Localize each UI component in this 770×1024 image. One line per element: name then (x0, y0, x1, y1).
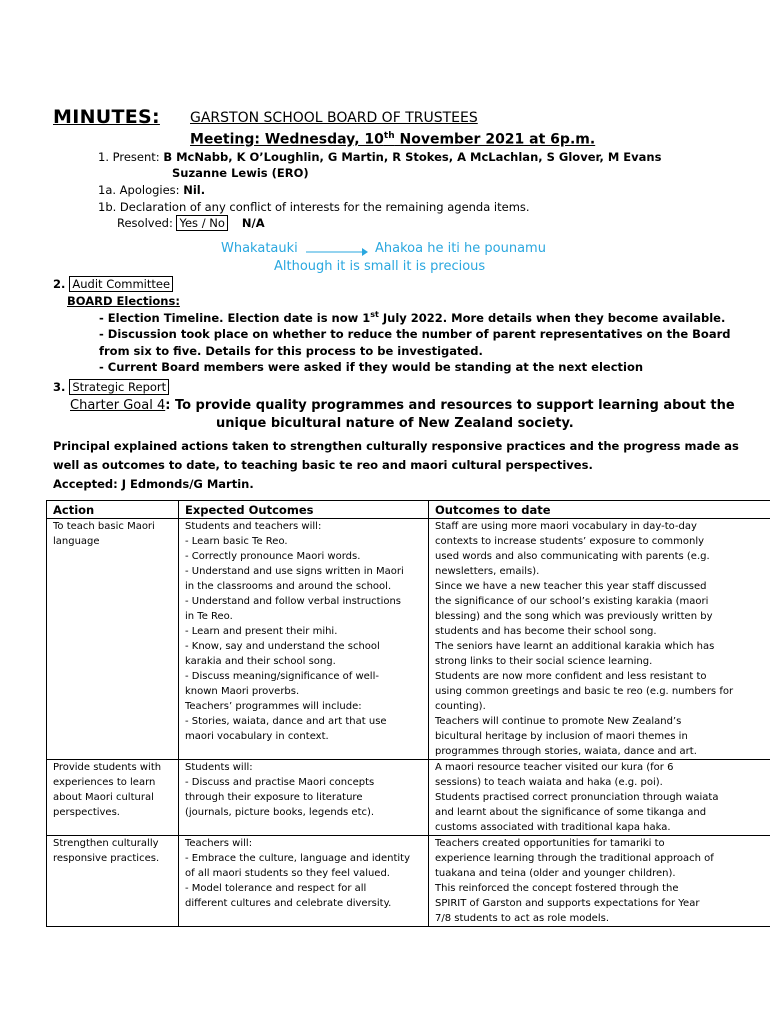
meeting-date: Meeting: Wednesday, 10th November 2021 at 6p.m. (190, 131, 596, 148)
cell-line: contexts to increase students’ exposure to commonly (435, 536, 705, 547)
cell-line: To teach basic Maori (53, 521, 155, 532)
cell-line: Students will: (185, 762, 253, 773)
cell-line: The seniors have learnt an additional karakia which has (435, 641, 715, 652)
table-row (47, 760, 770, 836)
resolved-box: Yes / No (176, 215, 227, 231)
conflict-line: 1b. Declaration of any conflict of interests for the remaining agenda items. (98, 200, 530, 214)
whakatauki-maori: Ahakoa he iti he pounamu (375, 241, 546, 256)
expected-outcomes-cell (179, 519, 429, 760)
cell-line: 7/8 students to act as role models. (435, 913, 609, 924)
expected-outcomes-cell (179, 760, 429, 836)
cell-line: - Embrace the culture, language and identity (185, 853, 411, 864)
outcomes-table (46, 500, 770, 927)
cell-line: perspectives. (53, 807, 120, 818)
cell-line: responsive practices. (53, 853, 160, 864)
accepted-line: Accepted: J Edmonds/G Martin. (53, 477, 254, 491)
cell-line: (journals, picture books, legends etc). (185, 807, 375, 818)
cell-line: different cultures and celebrate diversity. (185, 898, 392, 909)
audit-bullet-2: - Discussion took place on whether to reduce the number of parent representatives on the Board (99, 327, 731, 341)
cell-line: programmes through stories, waiata, dance and art. (435, 746, 697, 757)
cell-line: Strengthen culturally (53, 838, 159, 849)
cell-line: newsletters, emails). (435, 566, 540, 577)
audit-bullet-2-cont: from six to five. Details for this process to be investigated. (99, 344, 483, 358)
cell-line: - Discuss and practise Maori concepts (185, 777, 375, 788)
audit-bullet-3: - Current Board members were asked if they would be standing at the next election (99, 360, 644, 374)
cell-line: Students practised correct pronunciation through waiata (435, 792, 719, 803)
cell-line: and learnt about the significance of some tikanga and (435, 807, 707, 818)
cell-line: bicultural heritage by inclusion of maori themes in (435, 731, 688, 742)
cell-line: of all maori students so they feel valued. (185, 868, 390, 879)
outcomes-to-date-cell (429, 760, 770, 836)
header-action: Action (47, 501, 179, 519)
cell-line: in the classrooms and around the school. (185, 581, 392, 592)
cell-line: - Stories, waiata, dance and art that use (185, 716, 387, 727)
cell-line: - Model tolerance and respect for all (185, 883, 367, 894)
cell-line: language (53, 536, 100, 547)
cell-line: - Understand and follow verbal instructions (185, 596, 402, 607)
minutes-title: MINUTES: (53, 106, 160, 128)
strategic-heading: 3. Strategic Report (53, 380, 169, 394)
cell-line: Staff are using more maori vocabulary in day-to-day (435, 521, 697, 532)
cell-line: Teachers’ programmes will include: (185, 701, 362, 712)
header-expected-outcomes: Expected Outcomes (179, 501, 429, 519)
cell-line: - Learn and present their mihi. (185, 626, 338, 637)
cell-line: in Te Reo. (185, 611, 233, 622)
expected-outcomes-cell (179, 836, 429, 927)
cell-line: about Maori cultural (53, 792, 154, 803)
cell-line: Teachers created opportunities for tamariki to (435, 838, 665, 849)
cell-line: Since we have a new teacher this year staff discussed (435, 581, 707, 592)
cell-line: Teachers will: (185, 838, 253, 849)
cell-line: experiences to learn (53, 777, 156, 788)
apologies-line: 1a. Apologies: Nil. (98, 183, 206, 197)
cell-line: blessing) and the song which was previously written by (435, 611, 713, 622)
charter-goal-line: Charter Goal 4: To provide quality programmes and resources to support learning about the (70, 398, 735, 413)
cell-line: Teachers will continue to promote New Zealand’s (435, 716, 682, 727)
cell-line: sessions) to teach waiata and haka (e.g. poi). (435, 777, 663, 788)
whakatauki-english: Although it is small it is precious (274, 259, 486, 274)
cell-line: strong links to their social science learning. (435, 656, 653, 667)
cell-line: customs associated with traditional kapa haka. (435, 822, 671, 833)
cell-line: Students and teachers will: (185, 521, 322, 532)
audit-heading: 2. Audit Committee (53, 277, 173, 291)
table-row (47, 836, 770, 927)
header-outcomes-to-date: Outcomes to date (429, 501, 770, 519)
outcomes-to-date-cell (429, 836, 770, 927)
principal-paragraph-2: well as outcomes to date, to teaching basic te reo and maori cultural perspectives. (53, 458, 593, 472)
cell-line: experience learning through the traditional approach of (435, 853, 714, 864)
audit-bullet-1: - Election Timeline. Election date is now 1st July 2022. More details when they become available. (99, 310, 726, 325)
cell-line: This reinforced the concept fostered through the (435, 883, 679, 894)
charter-goal-line-2: unique bicultural nature of New Zealand society. (216, 416, 574, 431)
cell-line: maori vocabulary in context. (185, 731, 329, 742)
cell-line: SPIRIT of Garston and supports expectations for Year (435, 898, 700, 909)
outcomes-to-date-cell (429, 519, 770, 760)
cell-line: Students are now more confident and less resistant to (435, 671, 707, 682)
cell-line: - Discuss meaning/significance of well- (185, 671, 379, 682)
cell-line: the significance of our school’s existing karakia (maori (435, 596, 709, 607)
table-header-row (47, 501, 770, 519)
cell-line: A maori resource teacher visited our kura (for 6 (435, 762, 674, 773)
cell-line: counting). (435, 701, 486, 712)
cell-line: used words and also communicating with parents (e.g. (435, 551, 710, 562)
action-cell (47, 519, 179, 760)
principal-paragraph-1: Principal explained actions taken to strengthen culturally responsive practices and the progress made as (53, 439, 739, 453)
whakatauki-label: Whakatauki (221, 241, 298, 256)
cell-line: karakia and their school song. (185, 656, 336, 667)
table-row (47, 519, 770, 760)
cell-line: - Know, say and understand the school (185, 641, 380, 652)
cell-line: tuakana and teina (older and younger children). (435, 868, 676, 879)
school-title: GARSTON SCHOOL BOARD OF TRUSTEES (190, 110, 478, 126)
present-line: 1. Present: B McNabb, K O’Loughlin, G Martin, R Stokes, A McLachlan, S Glover, M Evans (98, 150, 662, 164)
resolved-line: Resolved: Yes / No N/A (117, 216, 265, 230)
present-line-2: Suzanne Lewis (ERO) (172, 166, 309, 180)
cell-line: using common greetings and basic te reo (e.g. numbers for (435, 686, 734, 697)
cell-line: - Understand and use signs written in Maori (185, 566, 404, 577)
cell-line: - Correctly pronounce Maori words. (185, 551, 361, 562)
arrow-right-icon (306, 247, 368, 257)
cell-line: Provide students with (53, 762, 162, 773)
cell-line: through their exposure to literature (185, 792, 363, 803)
cell-line: - Learn basic Te Reo. (185, 536, 288, 547)
action-cell (47, 836, 179, 927)
action-cell (47, 760, 179, 836)
board-elections-heading: BOARD Elections: (67, 294, 180, 308)
cell-line: known Maori proverbs. (185, 686, 300, 697)
cell-line: students and has become their school song. (435, 626, 657, 637)
